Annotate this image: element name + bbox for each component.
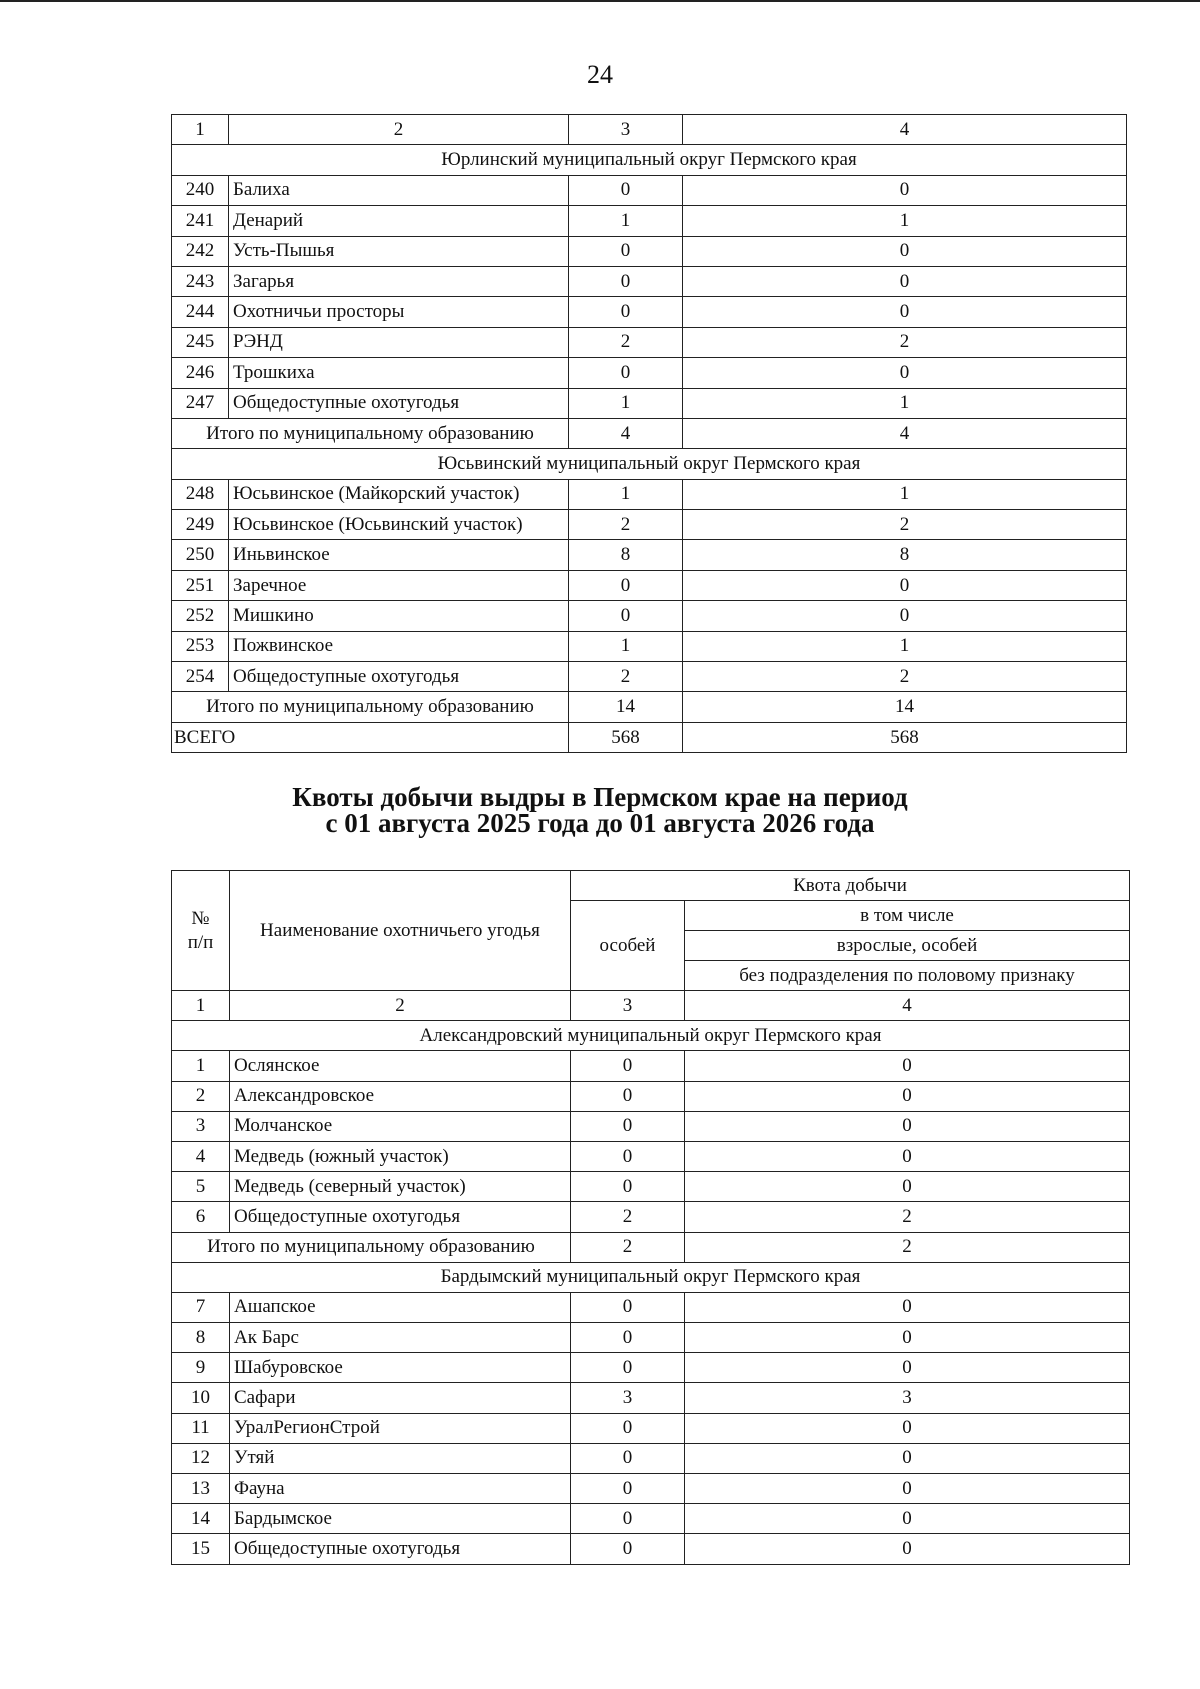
hunting-ground-name: Общедоступные охотугодья (230, 1202, 571, 1232)
quota-adults: 0 (685, 1323, 1130, 1353)
quota-adults: 0 (685, 1534, 1130, 1564)
section-title-line1: Квоты добычи выдры в Пермском крае на период (292, 782, 908, 812)
hunting-ground-name: Юсьвинское (Юсьвинский участок) (229, 510, 569, 540)
quota-individuals: 0 (571, 1292, 685, 1322)
quota-adults: 3 (685, 1383, 1130, 1413)
hunting-ground-name: Балиха (229, 175, 569, 205)
quota-individuals: 0 (571, 1081, 685, 1111)
quota-adults: 0 (683, 601, 1127, 631)
hunting-ground-name: Общедоступные охотугодья (230, 1534, 571, 1564)
quota-adults: 1 (683, 479, 1127, 509)
hunting-ground-name: Загарья (229, 266, 569, 296)
row-number: 9 (172, 1353, 230, 1383)
column-number: 1 (172, 991, 230, 1021)
header-quota: Квота добычи (571, 871, 1130, 901)
column-number-row (172, 991, 1130, 1021)
quota-adults: 0 (685, 1141, 1130, 1171)
row-number: 245 (172, 327, 229, 357)
column-number: 4 (683, 115, 1127, 145)
group-title: Юрлинский муниципальный округ Пермского края (172, 145, 1127, 175)
page-number: 24 (587, 60, 613, 89)
row-number: 241 (172, 206, 229, 236)
quota-adults: 1 (683, 206, 1127, 236)
quota-adults: 0 (683, 266, 1127, 296)
row-number: 2 (172, 1081, 230, 1111)
quota-individuals: 8 (569, 540, 683, 570)
row-number: 15 (172, 1534, 230, 1564)
hunting-ground-name: Александровское (230, 1081, 571, 1111)
row-number: 244 (172, 297, 229, 327)
quota-individuals: 2 (569, 510, 683, 540)
hunting-ground-name: Ак Барс (230, 1323, 571, 1353)
quota-individuals: 0 (569, 175, 683, 205)
quota-individuals: 0 (571, 1504, 685, 1534)
hunting-ground-name: Утяй (230, 1443, 571, 1473)
total-adults: 568 (683, 722, 1127, 752)
column-number: 1 (172, 115, 229, 145)
quota-individuals: 2 (569, 662, 683, 692)
quota-individuals: 0 (571, 1051, 685, 1081)
quota-individuals: 1 (569, 631, 683, 661)
table-row (172, 1474, 1130, 1504)
quota-individuals: 0 (571, 1474, 685, 1504)
hunting-ground-name: Охотничьи просторы (229, 297, 569, 327)
row-number: 6 (172, 1202, 230, 1232)
header-individuals: особей (571, 901, 685, 991)
quota-individuals: 3 (571, 1383, 685, 1413)
quota-individuals: 0 (571, 1141, 685, 1171)
table-row (172, 206, 1127, 236)
quota-individuals: 2 (569, 327, 683, 357)
quota-adults: 0 (685, 1051, 1130, 1081)
quota-individuals: 0 (571, 1353, 685, 1383)
hunting-ground-name: Иньвинское (229, 540, 569, 570)
quota-individuals: 0 (569, 236, 683, 266)
quota-adults: 0 (685, 1353, 1130, 1383)
table-row (172, 601, 1127, 631)
header-no-sex: без подразделения по половому признаку (685, 961, 1130, 991)
hunting-ground-name: Сафари (230, 1383, 571, 1413)
quota-adults: 0 (685, 1172, 1130, 1202)
quota-adults: 8 (683, 540, 1127, 570)
quota-individuals: 0 (571, 1443, 685, 1473)
table-row (172, 1504, 1130, 1534)
table-row (172, 1292, 1130, 1322)
quota-individuals: 0 (571, 1413, 685, 1443)
quota-individuals: 0 (569, 358, 683, 388)
column-number: 3 (571, 991, 685, 1021)
row-number: 3 (172, 1111, 230, 1141)
group-title-row (172, 1262, 1130, 1292)
hunting-ground-name: Шабуровское (230, 1353, 571, 1383)
table-row (172, 266, 1127, 296)
quota-adults: 2 (683, 662, 1127, 692)
row-number: 251 (172, 570, 229, 600)
row-number: 248 (172, 479, 229, 509)
table-row (172, 1534, 1130, 1564)
quota-adults: 2 (683, 510, 1127, 540)
quota-adults: 0 (685, 1474, 1130, 1504)
quota-table-continued (171, 114, 1127, 753)
row-number: 10 (172, 1383, 230, 1413)
quota-adults: 0 (685, 1443, 1130, 1473)
quota-adults: 0 (685, 1111, 1130, 1141)
header-including: в том числе (685, 901, 1130, 931)
group-title-row (172, 449, 1127, 479)
row-number: 14 (172, 1504, 230, 1534)
hunting-ground-name: Бардымское (230, 1504, 571, 1534)
group-title-row (172, 1021, 1130, 1051)
table-row (172, 175, 1127, 205)
total-label: ВСЕГО (172, 722, 569, 752)
table-row (172, 327, 1127, 357)
header-num: № п/п (172, 871, 230, 991)
table-row (172, 1443, 1130, 1473)
table-row (172, 236, 1127, 266)
subtotal-row (172, 418, 1127, 448)
quota-adults: 0 (683, 236, 1127, 266)
quota-adults: 0 (683, 570, 1127, 600)
total-row (172, 722, 1127, 752)
subtotal-individuals: 4 (569, 418, 683, 448)
row-number: 246 (172, 358, 229, 388)
column-number: 2 (230, 991, 571, 1021)
row-number: 240 (172, 175, 229, 205)
quota-adults: 2 (685, 1202, 1130, 1232)
hunting-ground-name: Медведь (южный участок) (230, 1141, 571, 1171)
table-row (172, 1051, 1130, 1081)
hunting-ground-name: Трошкиха (229, 358, 569, 388)
hunting-ground-name: Юсьвинское (Майкорский участок) (229, 479, 569, 509)
subtotal-adults: 4 (683, 418, 1127, 448)
quota-individuals: 0 (571, 1534, 685, 1564)
quota-adults: 0 (685, 1292, 1130, 1322)
subtotal-label: Итого по муниципальному образованию (172, 418, 569, 448)
otter-quota-table (171, 870, 1130, 1565)
subtotal-row (172, 692, 1127, 722)
column-number: 4 (685, 991, 1130, 1021)
group-title: Бардымский муниципальный округ Пермского края (172, 1262, 1130, 1292)
hunting-ground-name: Заречное (229, 570, 569, 600)
row-number: 243 (172, 266, 229, 296)
subtotal-individuals: 2 (571, 1232, 685, 1262)
scan-edge-line (0, 0, 1200, 2)
subtotal-individuals: 14 (569, 692, 683, 722)
header-name: Наименование охотничьего угодья (230, 871, 571, 991)
table-row (172, 1353, 1130, 1383)
column-number: 2 (229, 115, 569, 145)
row-number: 8 (172, 1323, 230, 1353)
quota-adults: 0 (683, 175, 1127, 205)
subtotal-label: Итого по муниципальному образованию (172, 1232, 571, 1262)
table-row (172, 1202, 1130, 1232)
quota-adults: 0 (685, 1504, 1130, 1534)
table-row (172, 631, 1127, 661)
quota-individuals: 0 (569, 601, 683, 631)
row-number: 4 (172, 1141, 230, 1171)
hunting-ground-name: Денарий (229, 206, 569, 236)
table-row (172, 1111, 1130, 1141)
row-number: 249 (172, 510, 229, 540)
table-row (172, 1323, 1130, 1353)
subtotal-adults: 2 (685, 1232, 1130, 1262)
table-row (172, 1413, 1130, 1443)
hunting-ground-name: Ослянское (230, 1051, 571, 1081)
hunting-ground-name: Общедоступные охотугодья (229, 662, 569, 692)
table-row (172, 479, 1127, 509)
row-number: 13 (172, 1474, 230, 1504)
total-individuals: 568 (569, 722, 683, 752)
row-number: 242 (172, 236, 229, 266)
row-number: 7 (172, 1292, 230, 1322)
row-number: 11 (172, 1413, 230, 1443)
hunting-ground-name: Усть-Пышья (229, 236, 569, 266)
table-row (172, 1141, 1130, 1171)
quota-adults: 1 (683, 631, 1127, 661)
quota-adults: 0 (685, 1413, 1130, 1443)
column-number-row (172, 115, 1127, 145)
table-row (172, 1383, 1130, 1413)
table-row (172, 358, 1127, 388)
hunting-ground-name: Общедоступные охотугодья (229, 388, 569, 418)
subtotal-label: Итого по муниципальному образованию (172, 692, 569, 722)
hunting-ground-name: РЭНД (229, 327, 569, 357)
quota-adults: 2 (683, 327, 1127, 357)
quota-individuals: 1 (569, 388, 683, 418)
table-row (172, 388, 1127, 418)
section-title-line2: с 01 августа 2025 года до 01 августа 2026 года (325, 808, 875, 838)
quota-individuals: 0 (571, 1111, 685, 1141)
row-number: 250 (172, 540, 229, 570)
hunting-ground-name: Мишкино (229, 601, 569, 631)
row-number: 12 (172, 1443, 230, 1473)
column-number: 3 (569, 115, 683, 145)
group-title: Юсьвинский муниципальный округ Пермского края (172, 449, 1127, 479)
table-row (172, 1081, 1130, 1111)
quota-individuals: 1 (569, 479, 683, 509)
header-adults: взрослые, особей (685, 931, 1130, 961)
hunting-ground-name: Пожвинское (229, 631, 569, 661)
hunting-ground-name: УралРегионСтрой (230, 1413, 571, 1443)
table-row (172, 570, 1127, 600)
quota-individuals: 0 (569, 266, 683, 296)
group-title-row (172, 145, 1127, 175)
quota-individuals: 0 (569, 297, 683, 327)
hunting-ground-name: Фауна (230, 1474, 571, 1504)
quota-adults: 0 (683, 297, 1127, 327)
table-row (172, 662, 1127, 692)
table-row (172, 510, 1127, 540)
quota-individuals: 2 (571, 1202, 685, 1232)
table-row (172, 297, 1127, 327)
table-row (172, 1172, 1130, 1202)
quota-adults: 1 (683, 388, 1127, 418)
quota-adults: 0 (685, 1081, 1130, 1111)
quota-individuals: 0 (571, 1172, 685, 1202)
row-number: 252 (172, 601, 229, 631)
row-number: 5 (172, 1172, 230, 1202)
subtotal-row (172, 1232, 1130, 1262)
quota-adults: 0 (683, 358, 1127, 388)
quota-individuals: 0 (569, 570, 683, 600)
quota-individuals: 0 (571, 1323, 685, 1353)
hunting-ground-name: Медведь (северный участок) (230, 1172, 571, 1202)
row-number: 247 (172, 388, 229, 418)
hunting-ground-name: Молчанское (230, 1111, 571, 1141)
row-number: 253 (172, 631, 229, 661)
hunting-ground-name: Ашапское (230, 1292, 571, 1322)
row-number: 254 (172, 662, 229, 692)
table-row (172, 540, 1127, 570)
group-title: Александровский муниципальный округ Пермского края (172, 1021, 1130, 1051)
row-number: 1 (172, 1051, 230, 1081)
subtotal-adults: 14 (683, 692, 1127, 722)
quota-individuals: 1 (569, 206, 683, 236)
